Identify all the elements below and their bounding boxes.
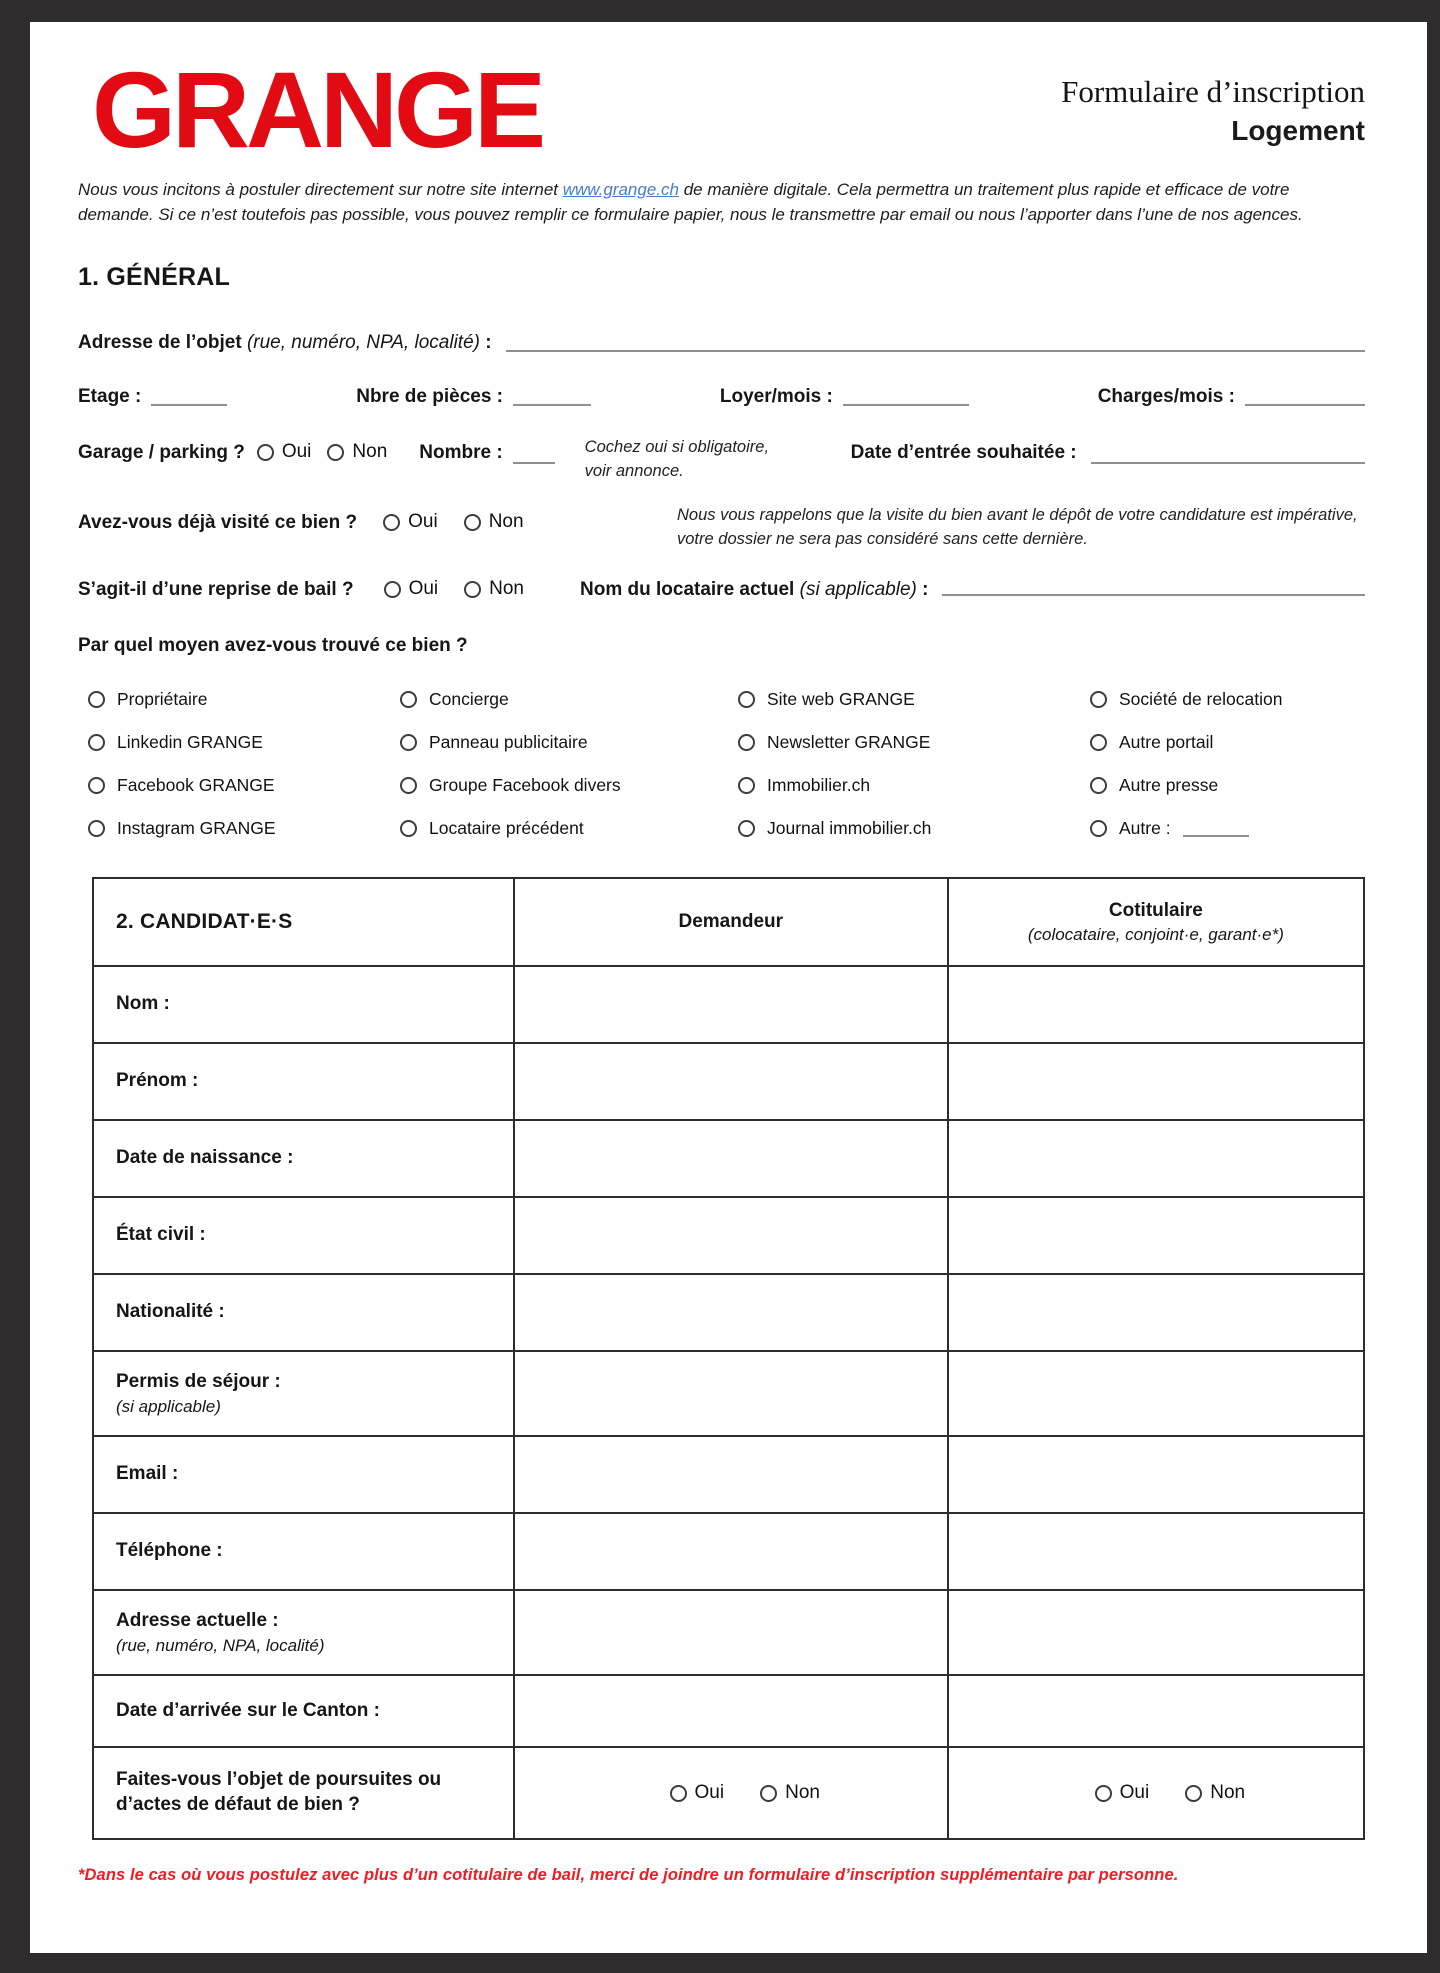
radio-icon[interactable]	[400, 734, 417, 751]
demandeur-input-cell[interactable]	[513, 1437, 947, 1512]
radio-icon[interactable]	[88, 777, 105, 794]
loyer-label: Loyer/mois :	[719, 386, 833, 408]
garage-oui-radio[interactable]: Oui	[257, 441, 312, 463]
demandeur-input-cell[interactable]	[513, 1514, 947, 1589]
radio-icon[interactable]	[400, 777, 417, 794]
table-header-row	[94, 879, 1363, 965]
row-label: Faites-vous l’objet de poursuites ou d’actes de défaut de bien ?	[116, 1769, 442, 1816]
radio-icon[interactable]	[327, 444, 344, 461]
grange-logo: GRANGE	[92, 49, 543, 170]
cotitulaire-input-cell[interactable]	[947, 1591, 1363, 1674]
found-option[interactable]: Site web GRANGE	[738, 689, 1090, 710]
found-option[interactable]: Immobilier.ch	[738, 775, 1090, 796]
found-option[interactable]: Propriétaire	[88, 689, 400, 710]
radio-icon[interactable]	[1185, 1785, 1202, 1802]
poursuites-demandeur-cell	[513, 1748, 947, 1838]
cotitulaire-input-cell[interactable]	[947, 1121, 1363, 1196]
demandeur-input-cell[interactable]	[513, 1591, 947, 1674]
row-hint: (rue, numéro, NPA, localité)	[116, 1635, 325, 1655]
current-tenant-line-field[interactable]	[942, 576, 1365, 596]
radio-icon[interactable]	[738, 777, 755, 794]
row-label: Nom :	[116, 993, 170, 1015]
found-option[interactable]: Société de relocation	[1090, 689, 1365, 710]
garage-label: Garage / parking ?	[78, 442, 245, 464]
charges-group	[1098, 386, 1365, 408]
garage-note: Cochez oui si obligatoire, voir annonce.	[584, 438, 770, 481]
demandeur-input-cell[interactable]	[513, 1044, 947, 1119]
radio-icon[interactable]	[738, 691, 755, 708]
visited-oui-radio[interactable]: Oui	[383, 511, 438, 533]
form-title	[1061, 74, 1365, 147]
found-option[interactable]: Journal immobilier.ch	[738, 818, 1090, 839]
radio-icon[interactable]	[88, 820, 105, 837]
candidates-table	[92, 877, 1365, 1840]
found-option[interactable]: Autre presse	[1090, 775, 1365, 796]
radio-icon[interactable]	[1090, 777, 1107, 794]
intro-text-before: Nous vous incitons à postuler directement sur notre site internet	[78, 180, 563, 200]
row-label: État civil :	[116, 1224, 206, 1246]
grange-website-link[interactable]: www.grange.ch	[562, 180, 679, 200]
found-option-autre[interactable]: Autre :	[1090, 818, 1365, 839]
garage-nombre-line-field[interactable]	[513, 444, 555, 464]
garage-nombre-label: Nombre :	[419, 442, 503, 464]
current-tenant-label: Nom du locataire actuel (si applicable) :	[580, 579, 929, 601]
radio-icon[interactable]	[464, 514, 481, 531]
radio-icon[interactable]	[1090, 820, 1107, 837]
cotitulaire-header-cell: Cotitulaire (colocataire, conjoint·e, garant·e*)	[947, 879, 1363, 965]
reprise-row	[78, 576, 1365, 601]
radio-icon[interactable]	[1090, 734, 1107, 751]
radio-icon[interactable]	[1095, 1785, 1112, 1802]
demandeur-input-cell[interactable]	[513, 1121, 947, 1196]
form-title-line2: Logement	[1231, 115, 1365, 146]
pieces-line-field[interactable]	[513, 386, 591, 406]
cotitulaire-input-cell[interactable]	[947, 967, 1363, 1042]
row-label: Prénom :	[116, 1070, 199, 1092]
cotitulaire-input-cell[interactable]	[947, 1676, 1363, 1746]
etage-line-field[interactable]	[151, 386, 227, 406]
demandeur-input-cell[interactable]	[513, 1198, 947, 1273]
form-page	[30, 22, 1427, 1953]
table-row	[94, 1196, 1363, 1273]
poursuites-cotitulaire-cell	[947, 1748, 1363, 1838]
found-options-grid	[88, 689, 1365, 839]
demandeur-input-cell[interactable]	[513, 1275, 947, 1350]
found-option[interactable]: Linkedin GRANGE	[88, 732, 400, 753]
radio-icon[interactable]	[383, 514, 400, 531]
address-row	[78, 332, 1365, 354]
table-row	[94, 1435, 1363, 1512]
section-general-heading: 1. GÉNÉRAL	[78, 263, 231, 292]
visited-note: Nous vous rappelons que la visite du bien avant le dépôt de votre candidature est impérative, votre dossier ne sera pas considéré sans cette dernière.	[677, 506, 1358, 549]
found-option[interactable]: Instagram GRANGE	[88, 818, 400, 839]
visited-row	[78, 504, 1365, 552]
radio-icon[interactable]	[464, 581, 481, 598]
charges-label: Charges/mois :	[1097, 386, 1235, 408]
radio-icon[interactable]	[760, 1785, 777, 1802]
row-label: Téléphone :	[116, 1540, 223, 1562]
reprise-oui-radio[interactable]: Oui	[384, 578, 439, 600]
table-row	[94, 965, 1363, 1042]
cotitulaire-input-cell[interactable]	[947, 1437, 1363, 1512]
table-row	[94, 1589, 1363, 1674]
row-label: Adresse actuelle :	[116, 1610, 279, 1632]
row-label: Nationalité :	[116, 1301, 225, 1323]
demandeur-header-cell: Demandeur	[513, 879, 947, 965]
table-row	[94, 1273, 1363, 1350]
entry-date-label: Date d’entrée souhaitée :	[850, 442, 1077, 464]
unit-fields-row	[78, 386, 1365, 408]
found-option[interactable]: Newsletter GRANGE	[738, 732, 1090, 753]
address-label: Adresse de l’objet (rue, numéro, NPA, localité) :	[78, 332, 492, 354]
radio-icon[interactable]	[88, 734, 105, 751]
table-row-poursuites	[94, 1746, 1363, 1838]
loyer-group	[720, 386, 969, 408]
row-label: Permis de séjour :	[116, 1371, 281, 1393]
charges-line-field[interactable]	[1245, 386, 1365, 406]
row-label: Date de naissance :	[116, 1147, 294, 1169]
intro-text-after: de manière digitale. Cela permettra un traitement plus rapide et efficace de votre demande. Si ce n’est toutefois pas possible, vous pouvez remplir ce formulaire papier, nous le transmettre par email ou nous l’apporter dans l’une de nos agences.	[78, 180, 1303, 225]
cotitulaire-input-cell[interactable]	[947, 1514, 1363, 1589]
radio-icon[interactable]	[384, 581, 401, 598]
poursuites-demandeur-non-radio[interactable]: Non	[760, 1782, 820, 1804]
reprise-non-radio[interactable]: Non	[464, 578, 524, 600]
radio-icon[interactable]	[738, 734, 755, 751]
demandeur-input-cell[interactable]	[513, 967, 947, 1042]
found-option[interactable]: Autre portail	[1090, 732, 1365, 753]
cotitulaire-footnote: *Dans le cas où vous postulez avec plus d’un cotitulaire de bail, merci de joindre un formulaire d’inscription supplémentaire par personne.	[78, 1866, 1179, 1885]
radio-icon[interactable]	[738, 820, 755, 837]
reprise-label: S’agit-il d’une reprise de bail ?	[78, 579, 354, 601]
row-label: Email :	[116, 1463, 179, 1485]
loyer-line-field[interactable]	[843, 386, 969, 406]
garage-row	[78, 436, 1365, 484]
intro-paragraph	[78, 177, 1365, 227]
poursuites-demandeur-oui-radio[interactable]: Oui	[670, 1782, 725, 1804]
radio-icon[interactable]	[1090, 691, 1107, 708]
found-option[interactable]: Facebook GRANGE	[88, 775, 400, 796]
etage-label: Etage :	[78, 386, 142, 408]
form-title-line1: Formulaire d’inscription	[1061, 74, 1365, 109]
entry-date-line-field[interactable]	[1091, 444, 1365, 464]
row-hint: (si applicable)	[116, 1396, 221, 1416]
garage-non-radio[interactable]: Non	[327, 441, 387, 463]
demandeur-input-cell[interactable]	[513, 1676, 947, 1746]
poursuites-cotitulaire-non-radio[interactable]: Non	[1185, 1782, 1245, 1804]
row-label: Date d’arrivée sur le Canton :	[116, 1699, 380, 1721]
candidates-heading-cell	[94, 879, 513, 965]
table-row	[94, 1350, 1363, 1435]
radio-icon[interactable]	[670, 1785, 687, 1802]
table-row	[94, 1042, 1363, 1119]
radio-icon[interactable]	[400, 691, 417, 708]
found-option[interactable]: Panneau publicitaire	[400, 732, 738, 753]
address-hint: (rue, numéro, NPA, localité)	[246, 332, 480, 354]
found-question: Par quel moyen avez-vous trouvé ce bien ?	[78, 635, 468, 657]
table-row	[94, 1119, 1363, 1196]
cotitulaire-input-cell[interactable]	[947, 1044, 1363, 1119]
etage-group	[78, 386, 227, 408]
found-option[interactable]: Locataire précédent	[400, 818, 738, 839]
found-option[interactable]: Concierge	[400, 689, 738, 710]
autre-line-field[interactable]	[1183, 821, 1249, 837]
pieces-group	[356, 386, 591, 408]
address-line-field[interactable]	[506, 332, 1365, 352]
radio-icon[interactable]	[257, 444, 274, 461]
radio-icon[interactable]	[88, 691, 105, 708]
header	[78, 49, 1365, 170]
radio-icon[interactable]	[400, 820, 417, 837]
visited-non-radio[interactable]: Non	[464, 511, 524, 533]
pieces-label: Nbre de pièces :	[356, 386, 503, 408]
table-row	[94, 1512, 1363, 1589]
cotitulaire-input-cell[interactable]	[947, 1352, 1363, 1435]
table-row	[94, 1674, 1363, 1746]
demandeur-input-cell[interactable]	[513, 1352, 947, 1435]
cotitulaire-input-cell[interactable]	[947, 1198, 1363, 1273]
poursuites-cotitulaire-oui-radio[interactable]: Oui	[1095, 1782, 1150, 1804]
cotitulaire-input-cell[interactable]	[947, 1275, 1363, 1350]
visited-label: Avez-vous déjà visité ce bien ?	[78, 512, 358, 534]
section-candidates-heading: 2. CANDIDAT·E·S	[116, 910, 293, 934]
found-option[interactable]: Groupe Facebook divers	[400, 775, 738, 796]
